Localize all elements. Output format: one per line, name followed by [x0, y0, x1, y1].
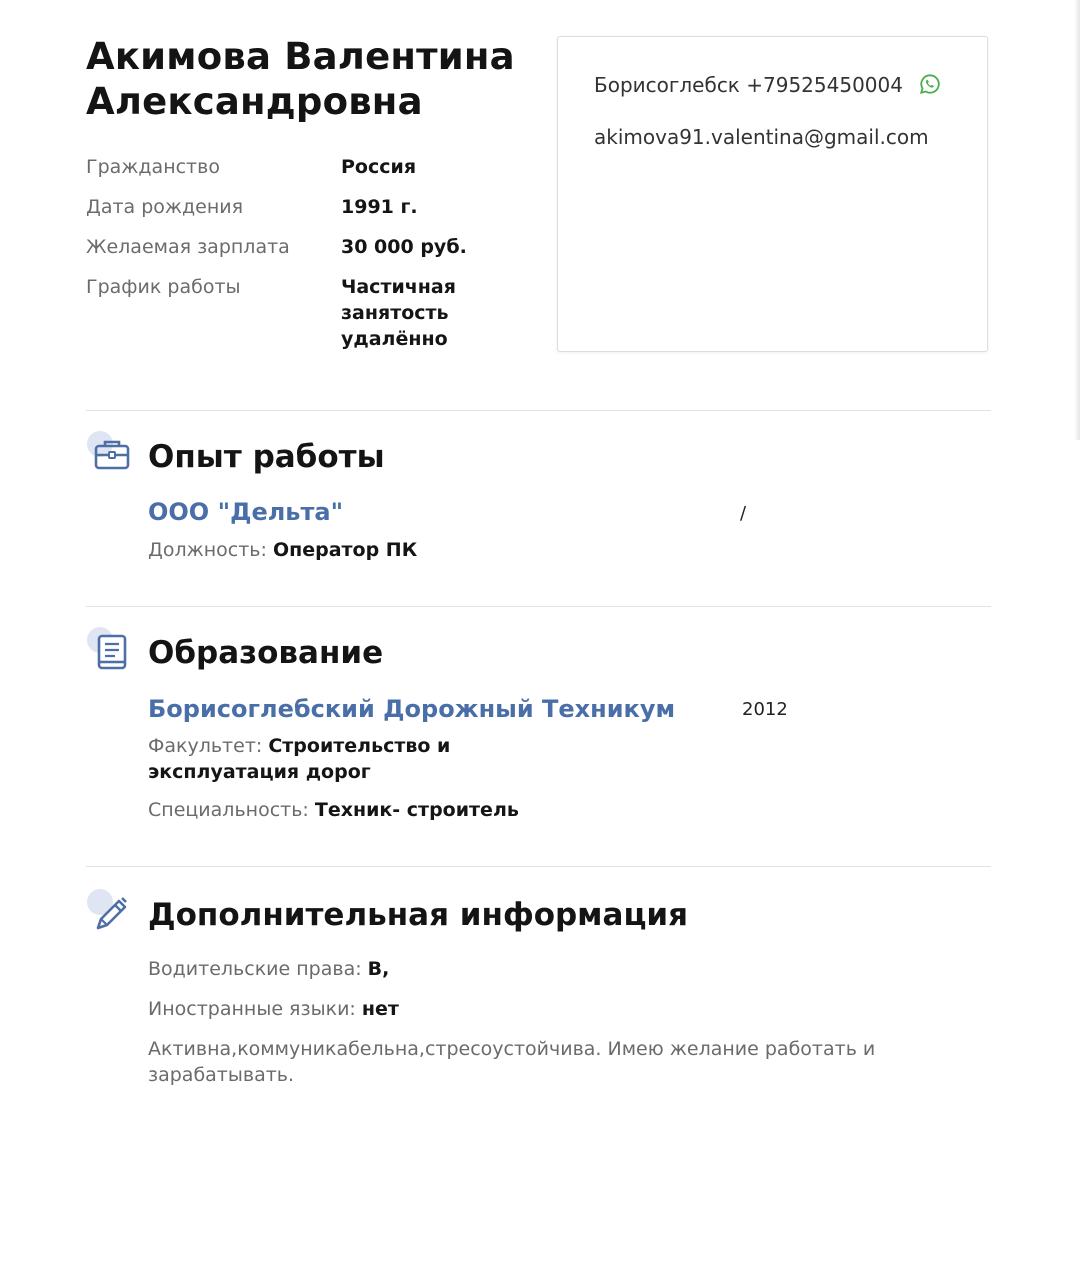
position-value: Оператор ПК — [272, 539, 418, 561]
position-label: Должность: — [148, 539, 267, 561]
info-label: Дата рождения — [86, 196, 244, 218]
briefcase-icon — [86, 430, 134, 478]
candidate-name — [86, 34, 536, 124]
section-title-additional: Дополнительная информация — [148, 897, 689, 933]
work-period: / — [740, 503, 747, 524]
faculty-label: Факультет: — [148, 735, 263, 757]
specialty-label: Специальность: — [148, 799, 309, 821]
name-line-2: Александровна — [86, 80, 423, 123]
info-row-schedule — [86, 274, 526, 352]
faculty-field — [148, 733, 450, 785]
section-divider — [86, 410, 991, 411]
whatsapp-icon[interactable] — [919, 73, 941, 100]
license-value: B, — [367, 958, 390, 980]
name-line-1: Акимова Валентина — [86, 35, 515, 78]
schedule-line: удалённо — [341, 328, 448, 350]
faculty-value-line2: эксплуатация дорог — [148, 761, 371, 783]
contact-phone[interactable]: +79525450004 — [746, 73, 903, 97]
faculty-value-line1: Строительство и — [268, 735, 451, 757]
license-field — [148, 956, 389, 982]
section-divider — [86, 866, 991, 867]
info-value: 30 000 руб. — [341, 236, 467, 258]
institution-name[interactable]: Борисоглебский Дорожный Техникум — [148, 695, 676, 723]
license-label: Водительские права: — [148, 958, 362, 980]
info-row-birthdate — [86, 194, 526, 220]
contact-email[interactable]: akimova91.valentina@gmail.com — [594, 125, 929, 149]
specialty-field — [148, 797, 519, 823]
schedule-line: занятость — [341, 302, 449, 324]
personal-info — [86, 154, 526, 366]
info-row-salary — [86, 234, 526, 260]
about-line-1: Активна,коммуникабельна,стресоустойчива. Имею желание работать и — [148, 1038, 876, 1060]
info-value: 1991 г. — [341, 196, 418, 218]
contact-card — [557, 36, 988, 352]
about-line-2: зарабатывать. — [148, 1064, 295, 1086]
section-divider — [86, 606, 991, 607]
contact-city-phone — [594, 73, 941, 100]
info-label: График работы — [86, 276, 241, 298]
schedule-line: Частичная — [341, 276, 456, 298]
languages-field — [148, 996, 399, 1022]
info-value — [341, 274, 456, 352]
info-value: Россия — [341, 156, 417, 178]
position-field — [148, 537, 417, 563]
about-text — [148, 1036, 978, 1088]
graduation-year: 2012 — [742, 699, 788, 720]
specialty-value: Техник- строитель — [314, 799, 519, 821]
contact-city: Борисоглебск — [594, 73, 740, 97]
page-edge-shadow — [1074, 0, 1080, 440]
section-title-education: Образование — [148, 635, 384, 671]
book-icon — [86, 626, 134, 674]
pen-icon — [86, 888, 134, 936]
languages-value: нет — [361, 998, 399, 1020]
info-row-citizenship — [86, 154, 526, 180]
languages-label: Иностранные языки: — [148, 998, 356, 1020]
info-label: Гражданство — [86, 156, 220, 178]
company-name[interactable]: ООО "Дельта" — [148, 498, 344, 526]
section-title-experience: Опыт работы — [148, 439, 385, 475]
info-label: Желаемая зарплата — [86, 236, 290, 258]
